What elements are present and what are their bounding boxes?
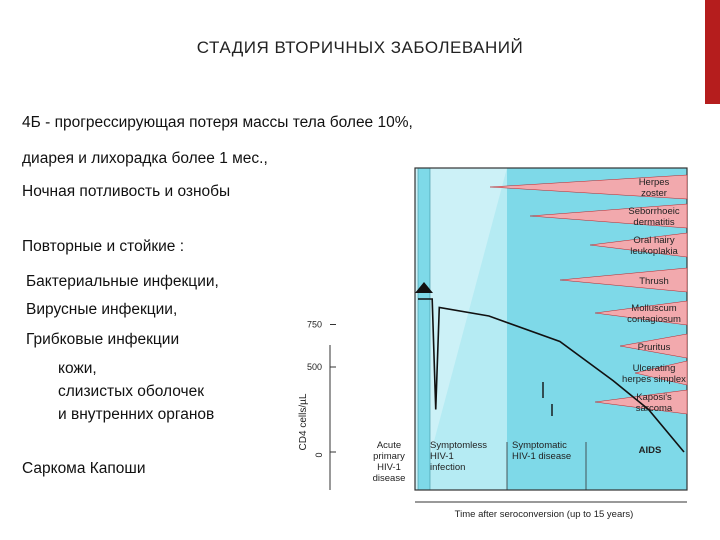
hiv-chart-svg [290,160,710,532]
text-line: Грибковые инфекции [26,331,180,348]
phase-label: Symptomatic [512,440,567,451]
phase-label: infection [430,462,466,473]
infection-label: Molluscum [631,303,677,314]
infection-label: Ulcerating [632,363,676,374]
text-line: Ночная потливость и ознобы [22,183,231,200]
infection-label: contagiosum [627,314,681,325]
infection-label: zoster [641,188,667,199]
infection-label: dermatitis [633,217,675,228]
infection-label: leukoplakia [630,246,678,257]
text-line: Саркома Капоши [22,460,146,477]
text-line: диарея и лихорадка более 1 мес., [22,150,268,167]
infection-label: sarcoma [635,403,673,414]
infection-label: Pruritus [637,342,671,353]
phase-label: disease [372,473,406,484]
hiv-chart [290,160,710,532]
infection-label: Seborrhoeic [628,206,680,217]
phase-label: HIV-1 [430,451,454,462]
infection-label: Herpes [638,177,670,188]
text-line: Бактериальные инфекции, [26,273,219,290]
text-line: Вирусные инфекции, [26,301,178,318]
phase-label: Symptomless [430,440,488,451]
slide-title: СТАДИЯ ВТОРИЧНЫХ ЗАБОЛЕВАНИЙ [196,38,524,57]
text-line: и внутренних органов [58,406,215,423]
text-line: слизистых оболочек [58,383,205,400]
text-line: 4Б - прогрессирующая потеря массы тела более 10%, [22,114,413,131]
phase-label: AIDS [638,445,662,456]
infection-label: Oral hairy [633,235,675,246]
x-axis-label: Time after seroconversion (up to 15 years) [454,509,634,520]
y-tick-label: 0 [314,452,324,458]
infection-label: herpes simplex [622,374,686,385]
infection-label: Thrush [639,276,669,287]
phase-label: HIV-1 disease [512,451,572,462]
y-tick-label: 500 [306,362,322,372]
y-tick-label: 750 [306,319,322,330]
y-axis-label: CD4 cells/µL [298,393,309,451]
phase-label: Acute [376,440,402,451]
text-line: кожи, [58,360,97,377]
text-line: Повторные и стойкие : [22,238,185,255]
infection-label: Kaposi's [636,392,672,403]
phase-label: HIV-1 [377,462,401,473]
acute-strip [418,168,430,490]
phase-label: primary [373,451,405,462]
